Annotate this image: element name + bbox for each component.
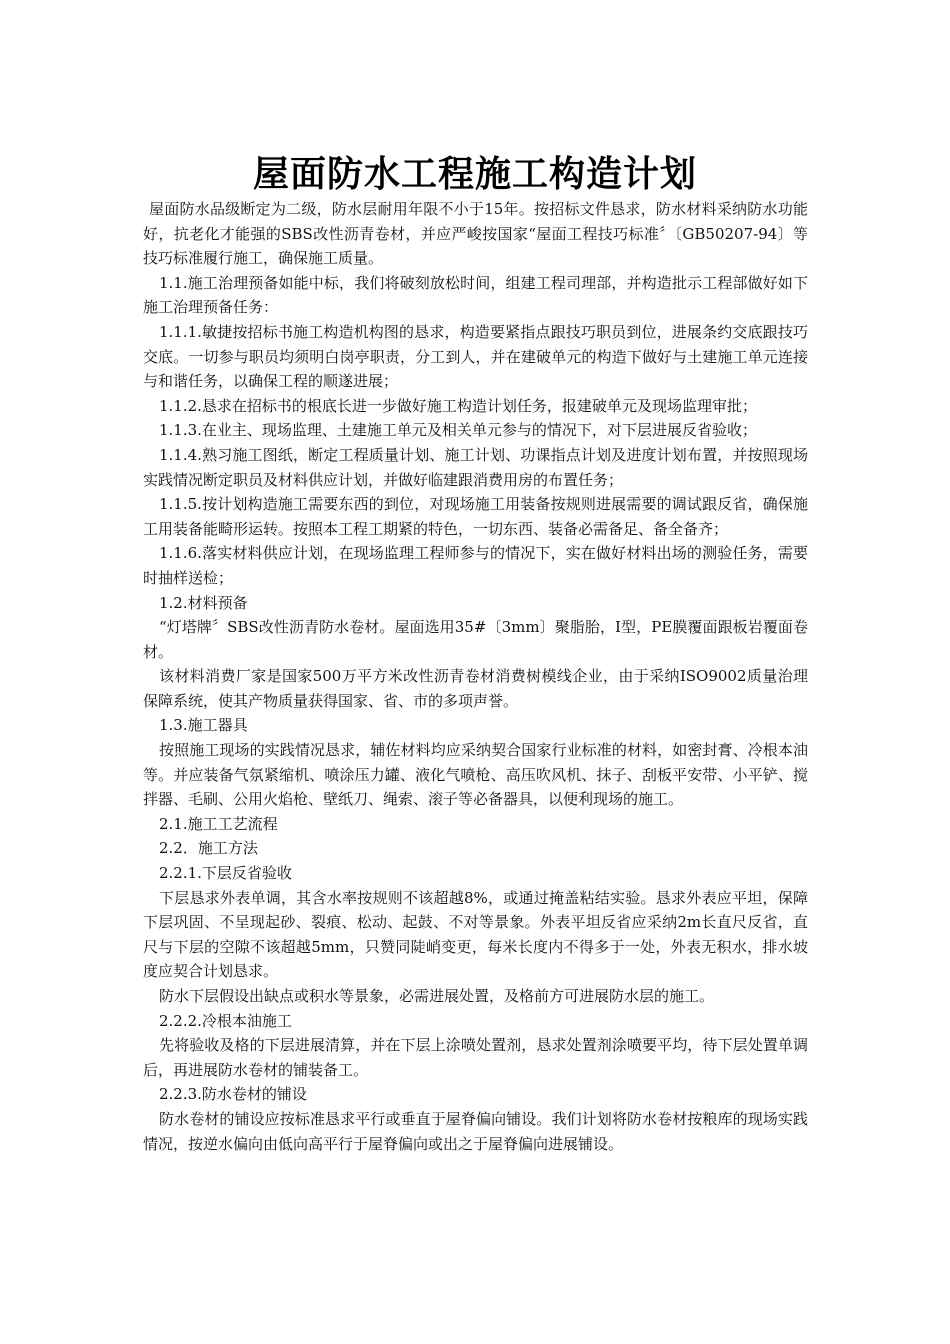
document-body (143, 197, 808, 1156)
membrane-laying-paragraph: 防水卷材的铺设应按标准恳求平行或垂直于屋脊偏向铺设。我们计划将防水卷材按粮库的现场实践情况，按逆水偏向由低向高平行于屋脊偏向或出之于屋脊偏向进展铺设。 (143, 1109, 808, 1153)
section-1-1-4-paragraph: 1.1.4.熟习施工图纸，断定工程质量计划、施工计划、功课指点计划及进度计划布置，并按照现场实践情况断定职员及材料供应计划，并做好临建跟消费用房的布置任务； (143, 445, 808, 489)
section-1-1-3-paragraph: 1.1.3.在业主、现场监理、土建施工单元及相关单元参与的情况下，对下层进展反省验收； (159, 421, 757, 440)
section-1-1-1-paragraph: 1.1.1.敏捷按招标书施工构造机构图的恳求，构造要紧指点跟技巧职员到位，进展条约交底跟技巧交底。一切参与职员均须明白岗亭职责，分工到人，并在建破单元的构造下做好与土建施工单元连接与和谐任务，以确保工程的顺遂进展； (143, 322, 808, 391)
base-inspection-paragraph: 下层恳求外表单调，其含水率按规则不该超越8%，或通过掩盖粘结实验。恳求外表应平坦，保障下层巩固、不呈现起砂、裂痕、松动、起鼓、不对等景象。外表平坦反省应采纳2m长直尺反省，直尺与下层的空隙不该超越5mm，只赞同陡峭变更，每米长度内不得多于一处，外表无积水，排水坡度应契合计划恳求。 (143, 888, 808, 981)
defect-handling-paragraph: 防水下层假设出缺点或积水等景象，必需进展处置，及格前方可进展防水层的施工。 (159, 987, 715, 1005)
primer-paragraph: 先将验收及格的下层进展清算，并在下层上涂喷处置剂，恳求处置剂涂喷要平均，待下层处置单调后，再进展防水卷材的铺装备工。 (143, 1036, 808, 1079)
section-1-1-6-paragraph: 1.1.6.落实材料供应计划，在现场监理工程师参与的情况下，实在做好材料出场的测验任务，需要时抽样送检； (143, 544, 808, 587)
manufacturer-paragraph: 该材料消费厂家是国家500万平方米改性沥青卷材消费树模线企业，由于采纳ISO9002质量治理保障系统，使其产物质量获得国家、省、市的多项声誉。 (143, 667, 808, 710)
section-1-1-5-paragraph: 1.1.5.按计划构造施工需要东西的到位，对现场施工用装备按规则进展需要的调试跟反省，确保施工用装备能畸形运转。按照本工程工期紧的特色，一切东西、装备必需备足、备全备齐； (143, 495, 808, 538)
section-1-1-paragraph: 1.1.施工治理预备如能中标，我们将破刻放松时间，组建工程司理部，并构造批示工程部做好如下施工治理预备任务： (143, 273, 808, 317)
intro-paragraph: 屋面防水品级断定为二级，防水层耐用年限不小于15年。按招标文件恳求，防水材料采纳防水功能好，抗老化才能强的SBS改性沥青卷材，并应严峻按国家“屋面工程技巧标准〞〔GB50207-94〕等技巧标准履行施工，确保施工质量。 (143, 200, 808, 268)
section-2-2-heading: 2.2．施工方法 (159, 839, 258, 858)
tools-paragraph: 按照施工现场的实践情况恳求，辅佐材料均应采纳契合国家行业标准的材料，如密封膏、冷根本油等。并应装备气氛紧缩机、喷涂压力罐、液化气喷枪、高压吹风机、抹子、刮板平安带、小平铲、搅拌器、毛刷、公用火焰枪、壁纸刀、绳索、滚子等必备器具，以便利现场的施工。 (143, 741, 808, 809)
section-2-1-heading: 2.1.施工工艺流程 (159, 814, 278, 833)
material-paragraph: “灯塔牌〞SBS改性沥青防水卷材。屋面选用35#〔3mm〕聚脂胎，I型，PE膜覆面跟板岩覆面卷材。 (143, 618, 808, 661)
section-1-1-2-paragraph: 1.1.2.恳求在招标书的根底长进一步做好施工构造计划任务，报建破单元及现场监理审批； (159, 396, 757, 415)
section-1-3-heading: 1.3.施工器具 (159, 716, 248, 735)
section-2-2-3-heading: 2.2.3.防水卷材的铺设 (159, 1085, 307, 1104)
section-2-2-2-heading: 2.2.2.冷根本油施工 (159, 1011, 292, 1030)
section-2-2-1-heading: 2.2.1.下层反省验收 (159, 864, 292, 883)
section-1-2-heading: 1.2.材料预备 (159, 593, 248, 612)
document-title: 屋面防水工程施工构造计划 (252, 154, 697, 196)
